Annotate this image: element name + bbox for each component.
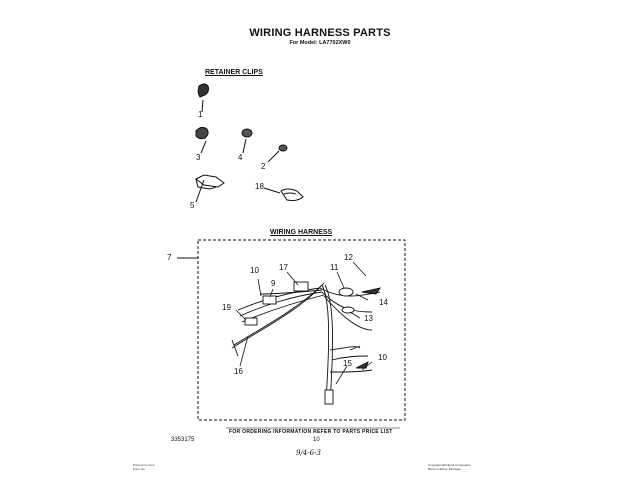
handwritten-note: 9/4-6-3 (296, 449, 321, 457)
fine-print-left (133, 464, 155, 471)
clip-part-3 (196, 127, 208, 153)
callout-10-lower: 10 (378, 353, 387, 362)
part-number: 3353175 (171, 437, 195, 443)
callout-2: 2 (261, 162, 266, 171)
model-line: For Model: LA7702XW0 (289, 40, 351, 46)
wiring-harness-heading: WIRING HARNESS (270, 229, 333, 236)
callout-9: 9 (271, 279, 276, 288)
retainer-clips-heading: RETAINER CLIPS (205, 69, 263, 76)
callout-3: 3 (196, 153, 201, 162)
callout-17: 17 (279, 263, 288, 272)
clip-part-18 (264, 188, 303, 201)
clip-part-4 (242, 129, 252, 153)
ordering-note: FOR ORDERING INFORMATION REFER TO PARTS PRICE LIST (229, 429, 393, 435)
clip-part-5 (196, 175, 224, 202)
wiring-harness-drawing (232, 282, 380, 404)
callout-5: 5 (190, 201, 195, 210)
callout-18: 18 (255, 182, 264, 191)
callout-16: 16 (234, 367, 243, 376)
callout-4: 4 (238, 153, 243, 162)
callout-12: 12 (344, 253, 353, 262)
fine-print-left-line2: Form No. (133, 466, 146, 471)
page-number: 10 (313, 437, 320, 443)
clip-part-1 (198, 84, 208, 112)
callout-15: 15 (343, 359, 352, 368)
wiring-harness-frame (198, 240, 405, 420)
callout-14: 14 (379, 298, 388, 307)
fine-print-right-line2: Benton Harbor, Michigan (428, 466, 462, 471)
clip-part-2 (268, 145, 287, 162)
fine-print-left-line1: Printed in U.S.A. (133, 463, 156, 467)
fine-print-right-line1: Copyright Whirlpool Corporation (428, 463, 471, 467)
callout-11: 11 (330, 263, 339, 272)
callout-1: 1 (198, 110, 203, 119)
callout-13: 13 (364, 314, 373, 323)
callout-10-upper: 10 (250, 266, 259, 275)
page-title: WIRING HARNESS PARTS (249, 27, 391, 39)
fine-print-right (428, 464, 471, 471)
callout-19: 19 (222, 303, 231, 312)
callout-7: 7 (167, 253, 172, 262)
